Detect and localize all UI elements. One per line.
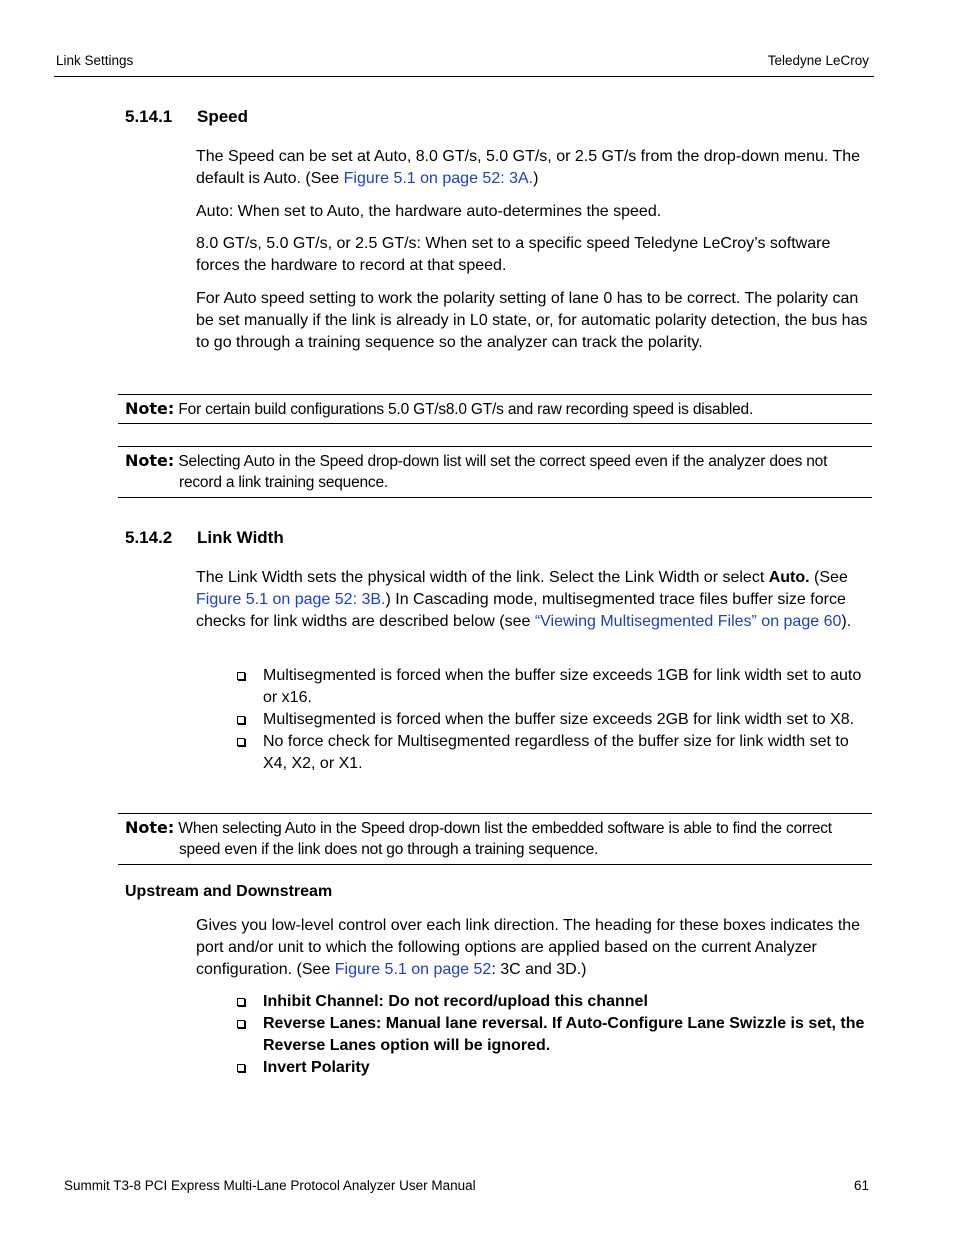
- note-box-2: [118, 446, 872, 498]
- checkbox-bullet-icon: [237, 716, 245, 724]
- list-item-text: Inhibit Channel: Do not record/upload this channel: [263, 993, 648, 1010]
- upstream-downstream-bullet-list: [237, 991, 873, 1079]
- text-run: ) In Cascading mode, multisegmented trace files buffer size force checks for link widths are described below (see: [196, 591, 846, 630]
- note-text: Selecting Auto in the Speed drop-down list will set the correct speed even if the analyzer does not record a link training sequence.: [174, 453, 828, 491]
- note-text: When selecting Auto in the Speed drop-down list the embedded software is able to find the correct speed even if the link does not go through a training sequence.: [174, 820, 832, 858]
- list-item-text: Reverse Lanes: Manual lane reversal. If Auto-Configure Lane Swizzle is set, the Reverse Lanes option will be ignored.: [263, 1015, 865, 1054]
- section-number: 5.14.1: [125, 107, 173, 126]
- list-item: [237, 731, 873, 775]
- checkbox-bullet-icon: [237, 672, 245, 680]
- text-run: ): [533, 170, 539, 187]
- upstream-downstream-paragraph: [196, 915, 872, 981]
- speed-paragraph-4: For Auto speed setting to work the polarity setting of lane 0 has to be correct. The polarity can be set manually if the link is already in L0 state, or, for automatic polarity detection, the bus has to go through a training sequence so the analyzer can track the polarity.: [196, 290, 868, 351]
- figure-link-3b[interactable]: Figure 5.1 on page 52: 3B.: [196, 591, 386, 608]
- link-width-bullet-list: [237, 665, 873, 775]
- section-heading-link-width: [125, 528, 284, 548]
- text-run: : 3C and 3D.): [491, 961, 587, 978]
- running-header-section: Link Settings: [56, 53, 134, 68]
- text-run: (See: [809, 569, 848, 586]
- section-title: Link Width: [197, 528, 284, 547]
- note-label: Note:: [125, 451, 175, 470]
- checkbox-bullet-icon: [237, 998, 245, 1006]
- list-item-text: Multisegmented is forced when the buffer size exceeds 2GB for link width set to X8.: [263, 711, 855, 728]
- list-item: [237, 1013, 873, 1057]
- cross-reference-link[interactable]: “Viewing Multisegmented Files” on page 60: [534, 613, 842, 630]
- running-header-company: Teledyne LeCroy: [767, 53, 869, 68]
- list-item-text: No force check for Multisegmented regardless of the buffer size for link width set to X4, X2, or X1.: [263, 733, 849, 772]
- note-label: Note:: [125, 399, 175, 418]
- note-box-3: [118, 813, 872, 865]
- note-box-1: [118, 394, 872, 424]
- checkbox-bullet-icon: [237, 1020, 245, 1028]
- list-item-text: Invert Polarity: [263, 1059, 370, 1076]
- speed-paragraph-2: Auto: When set to Auto, the hardware auto-determines the speed.: [196, 203, 662, 220]
- speed-paragraph-1: [196, 146, 872, 190]
- list-item: [237, 709, 873, 731]
- note-label: Note:: [125, 818, 175, 837]
- list-item: [237, 665, 873, 709]
- subheading-upstream-downstream: Upstream and Downstream: [125, 883, 333, 900]
- list-item-text: Multisegmented is forced when the buffer size exceeds 1GB for link width set to auto or x16.: [263, 667, 862, 706]
- checkbox-bullet-icon: [237, 1064, 245, 1072]
- section-number: 5.14.2: [125, 528, 173, 547]
- note-text: For certain build configurations 5.0 GT/s8.0 GT/s and raw recording speed is disabled.: [174, 401, 754, 418]
- list-item: [237, 1057, 873, 1079]
- header-rule: [54, 76, 874, 77]
- text-run: ).: [841, 613, 852, 630]
- figure-link-3c[interactable]: Figure 5.1 on page 52: [334, 961, 492, 978]
- text-run: The Speed can be set at Auto, 8.0 GT/s, 5.0 GT/s, or 2.5 GT/s from the drop-down menu. The default is Auto. (See: [196, 148, 861, 187]
- text-run: Gives you low-level control over each link direction. The heading for these boxes indicates the port and/or unit to which the following options are applied based on the current Analyzer configuration. (See: [196, 917, 861, 978]
- list-item: [237, 991, 873, 1013]
- footer-manual-title: Summit T3-8 PCI Express Multi-Lane Protocol Analyzer User Manual: [64, 1178, 476, 1193]
- section-title: Speed: [197, 107, 249, 126]
- speed-paragraph-3: 8.0 GT/s, 5.0 GT/s, or 2.5 GT/s: When set to a specific speed Teledyne LeCroy’s software forces the hardware to record at that speed.: [196, 235, 831, 274]
- text-run: The Link Width sets the physical width of the link. Select the Link Width or select: [196, 569, 769, 586]
- footer-page-number: 61: [853, 1178, 869, 1193]
- checkbox-bullet-icon: [237, 738, 245, 746]
- link-width-paragraph: [196, 567, 872, 633]
- section-heading-speed: [125, 107, 248, 127]
- figure-link-3a[interactable]: Figure 5.1 on page 52: 3A.: [343, 170, 534, 187]
- text-run-bold: Auto.: [768, 569, 810, 586]
